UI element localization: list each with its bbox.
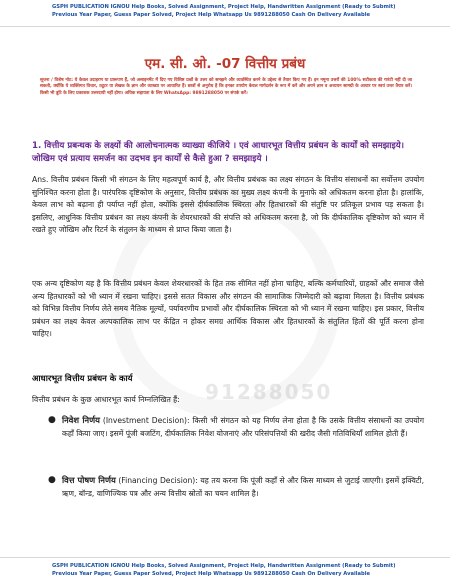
header-banner bbox=[0, 0, 450, 27]
section-intro: वित्तीय प्रबंधन के कुछ आधारभूत कार्य निम्नलिखित हैं: bbox=[32, 395, 180, 404]
answer-paragraph-2: एक अन्य दृष्टिकोण यह है कि वित्तीय प्रबंधन केवल शेयरधारकों के हित तक सीमित नहीं होना चाहिए, बल्कि कर्मचारियों, ग्राहकों और समाज जैसे अन्य हितधारकों को भी ध्यान में रखना चाहिए। इससे सतत विकास और संगठन की सामाजिक जिम्मेदारी को बढ़ावा मिलता है। वित्तीय प्रबंधक को विभिन्न वित्तीय निर्णय लेते समय नैतिक मूल्यों, पर्यावरणीय प्रभावों और दीर्घकालिक स्थिरता को भी ध्यान में रखना चाहिए। इस प्रकार, वित्तीय प्रबंधन का लक्ष्य केवल अल्पकालिक लाभ पर केंद्रित न होकर समग्र आर्थिक विकास और हितधारकों के संतुलित हितों की पूर्ति करना होना चाहिए। bbox=[32, 279, 424, 339]
list-item bbox=[48, 474, 425, 500]
footer-line-2: Previous Year Paper, Guess Paper Solved, Project Help Whatsapp Us 9891288050 Cash On Delivery Available bbox=[52, 571, 371, 577]
bullet-term: वित्त पोषण निर्णय bbox=[62, 475, 116, 485]
disclaimer-note: सूचना / विशेष नोट: ये केवल उदाहरण या प्रारूपण हैं, जो असाइनमेंट में दिए गए विशिष्ट प्रश्नों के उत्तर को समझने और व्यवस्थित करने के उद्देश्य से तैयार किए गए हैं। इन नमूना उत्तरों की 100% सटीकता की गारंटी नहीं दी जा सकती, क्योंकि ये व्यक्तिगत विचार, ट्यूटर या लेखक के ज्ञान और व्याख्या पर आधारित हैं। छात्रों से अनुरोध है कि इनका उपयोग केवल मार्गदर्शन के रूप में करें और अपने ज्ञान व अध्ययन सामग्री के आधार पर स्वयं उत्तर तैयार करें। किसी भी त्रुटि के लिए प्रकाशक उत्तरदायी नहीं होगा। अधिक सहायता के लिए WhatsApp: 9891288050 पर संपर्क करें। bbox=[40, 78, 412, 96]
answer-paragraph-1: Ans. वित्तीय प्रबंधन किसी भी संगठन के लिए महत्वपूर्ण कार्य है, और वित्तीय प्रबंधक का लक्ष्य संगठन के वित्तीय संसाधनों का सर्वोत्तम उपयोग सुनिश्चित करना होता है। पारंपरिक दृष्टिकोण के अनुसार, वित्तीय प्रबंधक का मुख्य लक्ष्य कंपनी के मुनाफे को अधिकतम करना होता है। हालांकि, केवल लाभ को बढ़ाना ही पर्याप्त नहीं होता, क्योंकि इससे दीर्घकालिक स्थिरता और हितधारकों की संतुष्टि पर प्रतिकूल प्रभाव पड़ सकता है। इसलिए, आधुनिक वित्तीय प्रबंधन का लक्ष्य कंपनी के शेयरधारकों की संपत्ति को अधिकतम करना है, जो कि दीर्घकालिक दृष्टिकोण को ध्यान में रखते हुए जोखिम और रिटर्न के संतुलन के माध्यम से प्राप्त किया जाता है। bbox=[32, 175, 424, 235]
bullet-icon: ● bbox=[48, 475, 56, 485]
bullet-term-en: (Investment Decision): bbox=[102, 416, 190, 425]
bullet-text: किसी भी संगठन को यह निर्णय लेना होता है कि उसके वित्तीय संसाधनों का उपयोग कहाँ किया जाए। इसमें पूंजी बजटिंग, दीर्घकालिक निवेश योजनाएं और परिसंपत्तियों की खरीद जैसी गतिविधियाँ शामिल होती हैं। bbox=[62, 416, 424, 438]
bullet-icon: ● bbox=[48, 415, 56, 425]
page-title: एम. सी. ओ. -07 वित्तीय प्रबंध bbox=[144, 56, 306, 72]
footer-line-1: GSPH PUBLICATION IGNOU Help Books, Solved Assignment, Project Help, Handwritten Assignment (Ready to Submit) bbox=[52, 563, 396, 569]
watermark-number: 91288050 bbox=[205, 380, 333, 404]
footer-banner bbox=[0, 557, 450, 583]
bullet-term: निवेश निर्णय bbox=[62, 415, 100, 425]
header-line-1: GSPH PUBLICATION IGNOU Help Books, Solved Assignment, Project Help, Handwritten Assignment (Ready to Submit) bbox=[52, 4, 396, 10]
bullet-text: यह तय करना कि पूंजी कहाँ से और किस माध्यम से जुटाई जाएगी। इसमें इक्विटी, ऋण, बॉन्ड, वाणिज्यिक पत्र और अन्य वित्तीय स्रोतों का चयन शामिल है। bbox=[62, 476, 425, 498]
bullet-term-en: (Financing Decision): bbox=[118, 476, 198, 485]
header-line-2: Previous Year Paper, Guess Paper Solved, Project Help Whatsapp Us 9891288050 Cash On Delivery Available bbox=[52, 12, 371, 18]
question-text: 1. वित्तीय प्रबन्धक के लक्ष्यों की आलोचनात्मक व्याख्या कीजिये । एवं आधारभूत वित्तीय प्रबंधन के कार्यों को समझाइये। जोखिम एवं प्रत्याय समर्जन का उदभव इन कार्यों से कैसे हुआ ? समझाइये । bbox=[32, 141, 404, 164]
section-heading: आधारभूत वित्तीय प्रबंधन के कार्य bbox=[32, 373, 133, 383]
list-item bbox=[48, 414, 424, 440]
